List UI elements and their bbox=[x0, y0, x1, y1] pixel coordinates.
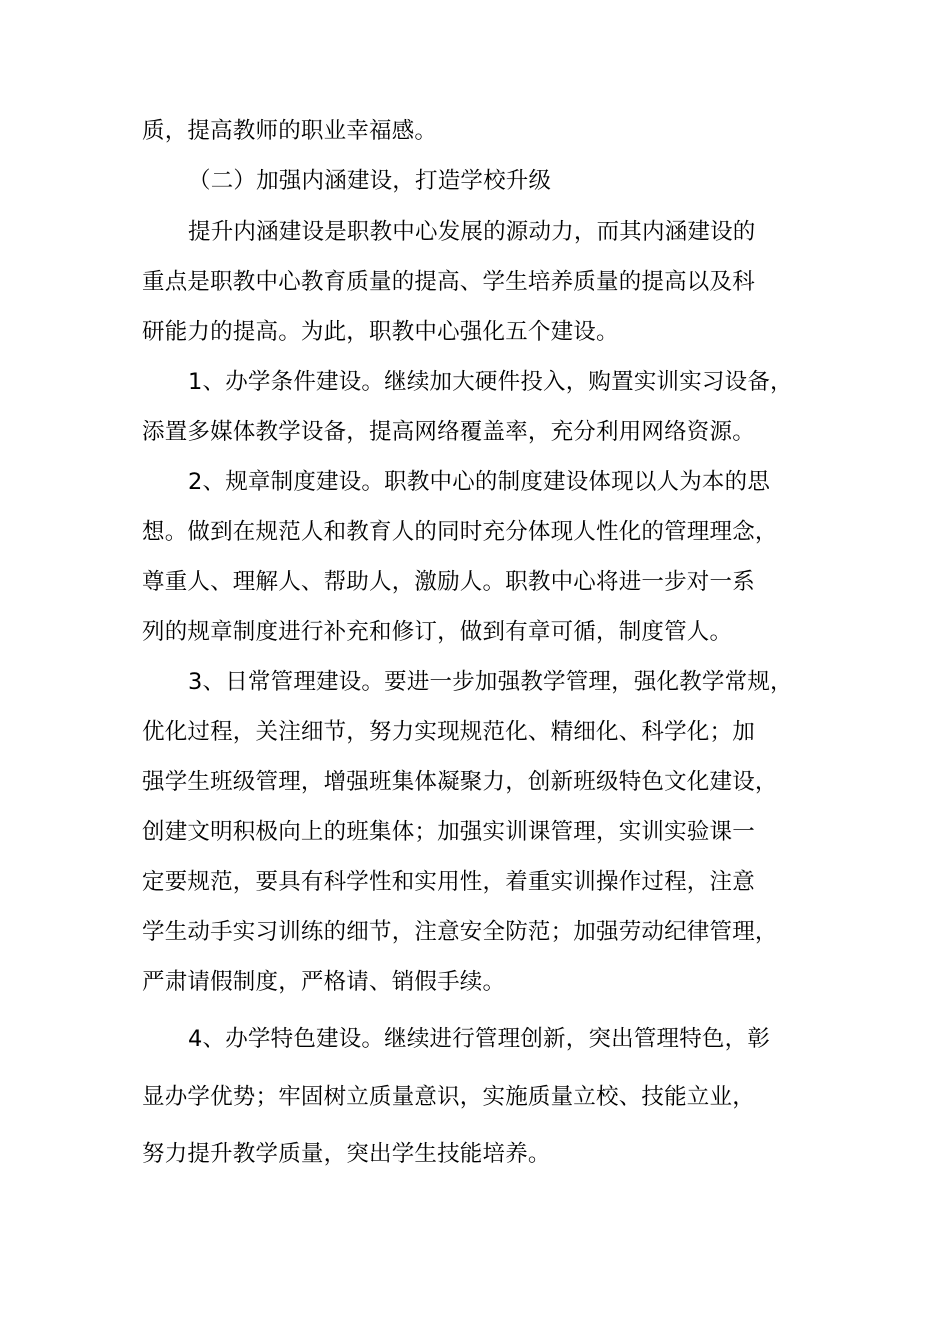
text-line: 4、办学特色建设。继续进行管理创新，突出管理特色，彰 bbox=[188, 1026, 771, 1052]
text-line: 想。做到在规范人和教育人的同时充分体现人性化的管理理念， bbox=[142, 519, 778, 545]
text-line: 强学生班级管理，增强班集体凝聚力，创新班级特色文化建设， bbox=[142, 769, 778, 795]
text-line: 质，提高教师的职业幸福感。 bbox=[142, 118, 438, 144]
text-line: 优化过程，关注细节，努力实现规范化、精细化、科学化；加 bbox=[142, 719, 755, 745]
text-line: 努力提升教学质量，突出学生技能培养。 bbox=[142, 1141, 551, 1167]
text-line: 显办学优势；牢固树立质量意识，实施质量立校、技能立业， bbox=[142, 1084, 755, 1110]
text-line: 研能力的提高。为此，职教中心强化五个建设。 bbox=[142, 319, 619, 345]
text-line: 添置多媒体教学设备，提高网络覆盖率，充分利用网络资源。 bbox=[142, 419, 755, 445]
text-line: 严肃请假制度，严格请、销假手续。 bbox=[142, 969, 506, 995]
text-line: 1、办学条件建设。继续加大硬件投入，购置实训实习设备， bbox=[188, 369, 793, 395]
text-line: 提升内涵建设是职教中心发展的源动力，而其内涵建设的 bbox=[188, 219, 756, 245]
text-line: 3、日常管理建设。要进一步加强教学管理，强化教学常规， bbox=[188, 669, 793, 695]
text-line: 学生动手实习训练的细节，注意安全防范；加强劳动纪律管理， bbox=[142, 919, 778, 945]
text-line: 创建文明积极向上的班集体；加强实训课管理，实训实验课一 bbox=[142, 819, 755, 845]
text-line: 重点是职教中心教育质量的提高、学生培养质量的提高以及科 bbox=[142, 269, 755, 295]
text-line: 列的规章制度进行补充和修订，做到有章可循，制度管人。 bbox=[142, 619, 733, 645]
text-line: 尊重人、理解人、帮助人，激励人。职教中心将进一步对一系 bbox=[142, 569, 755, 595]
text-line: 定要规范，要具有科学性和实用性，着重实训操作过程，注意 bbox=[142, 869, 755, 895]
section-heading: （二）加强内涵建设，打造学校升级 bbox=[188, 168, 552, 194]
text-line: 2、规章制度建设。职教中心的制度建设体现以人为本的思 bbox=[188, 469, 771, 495]
